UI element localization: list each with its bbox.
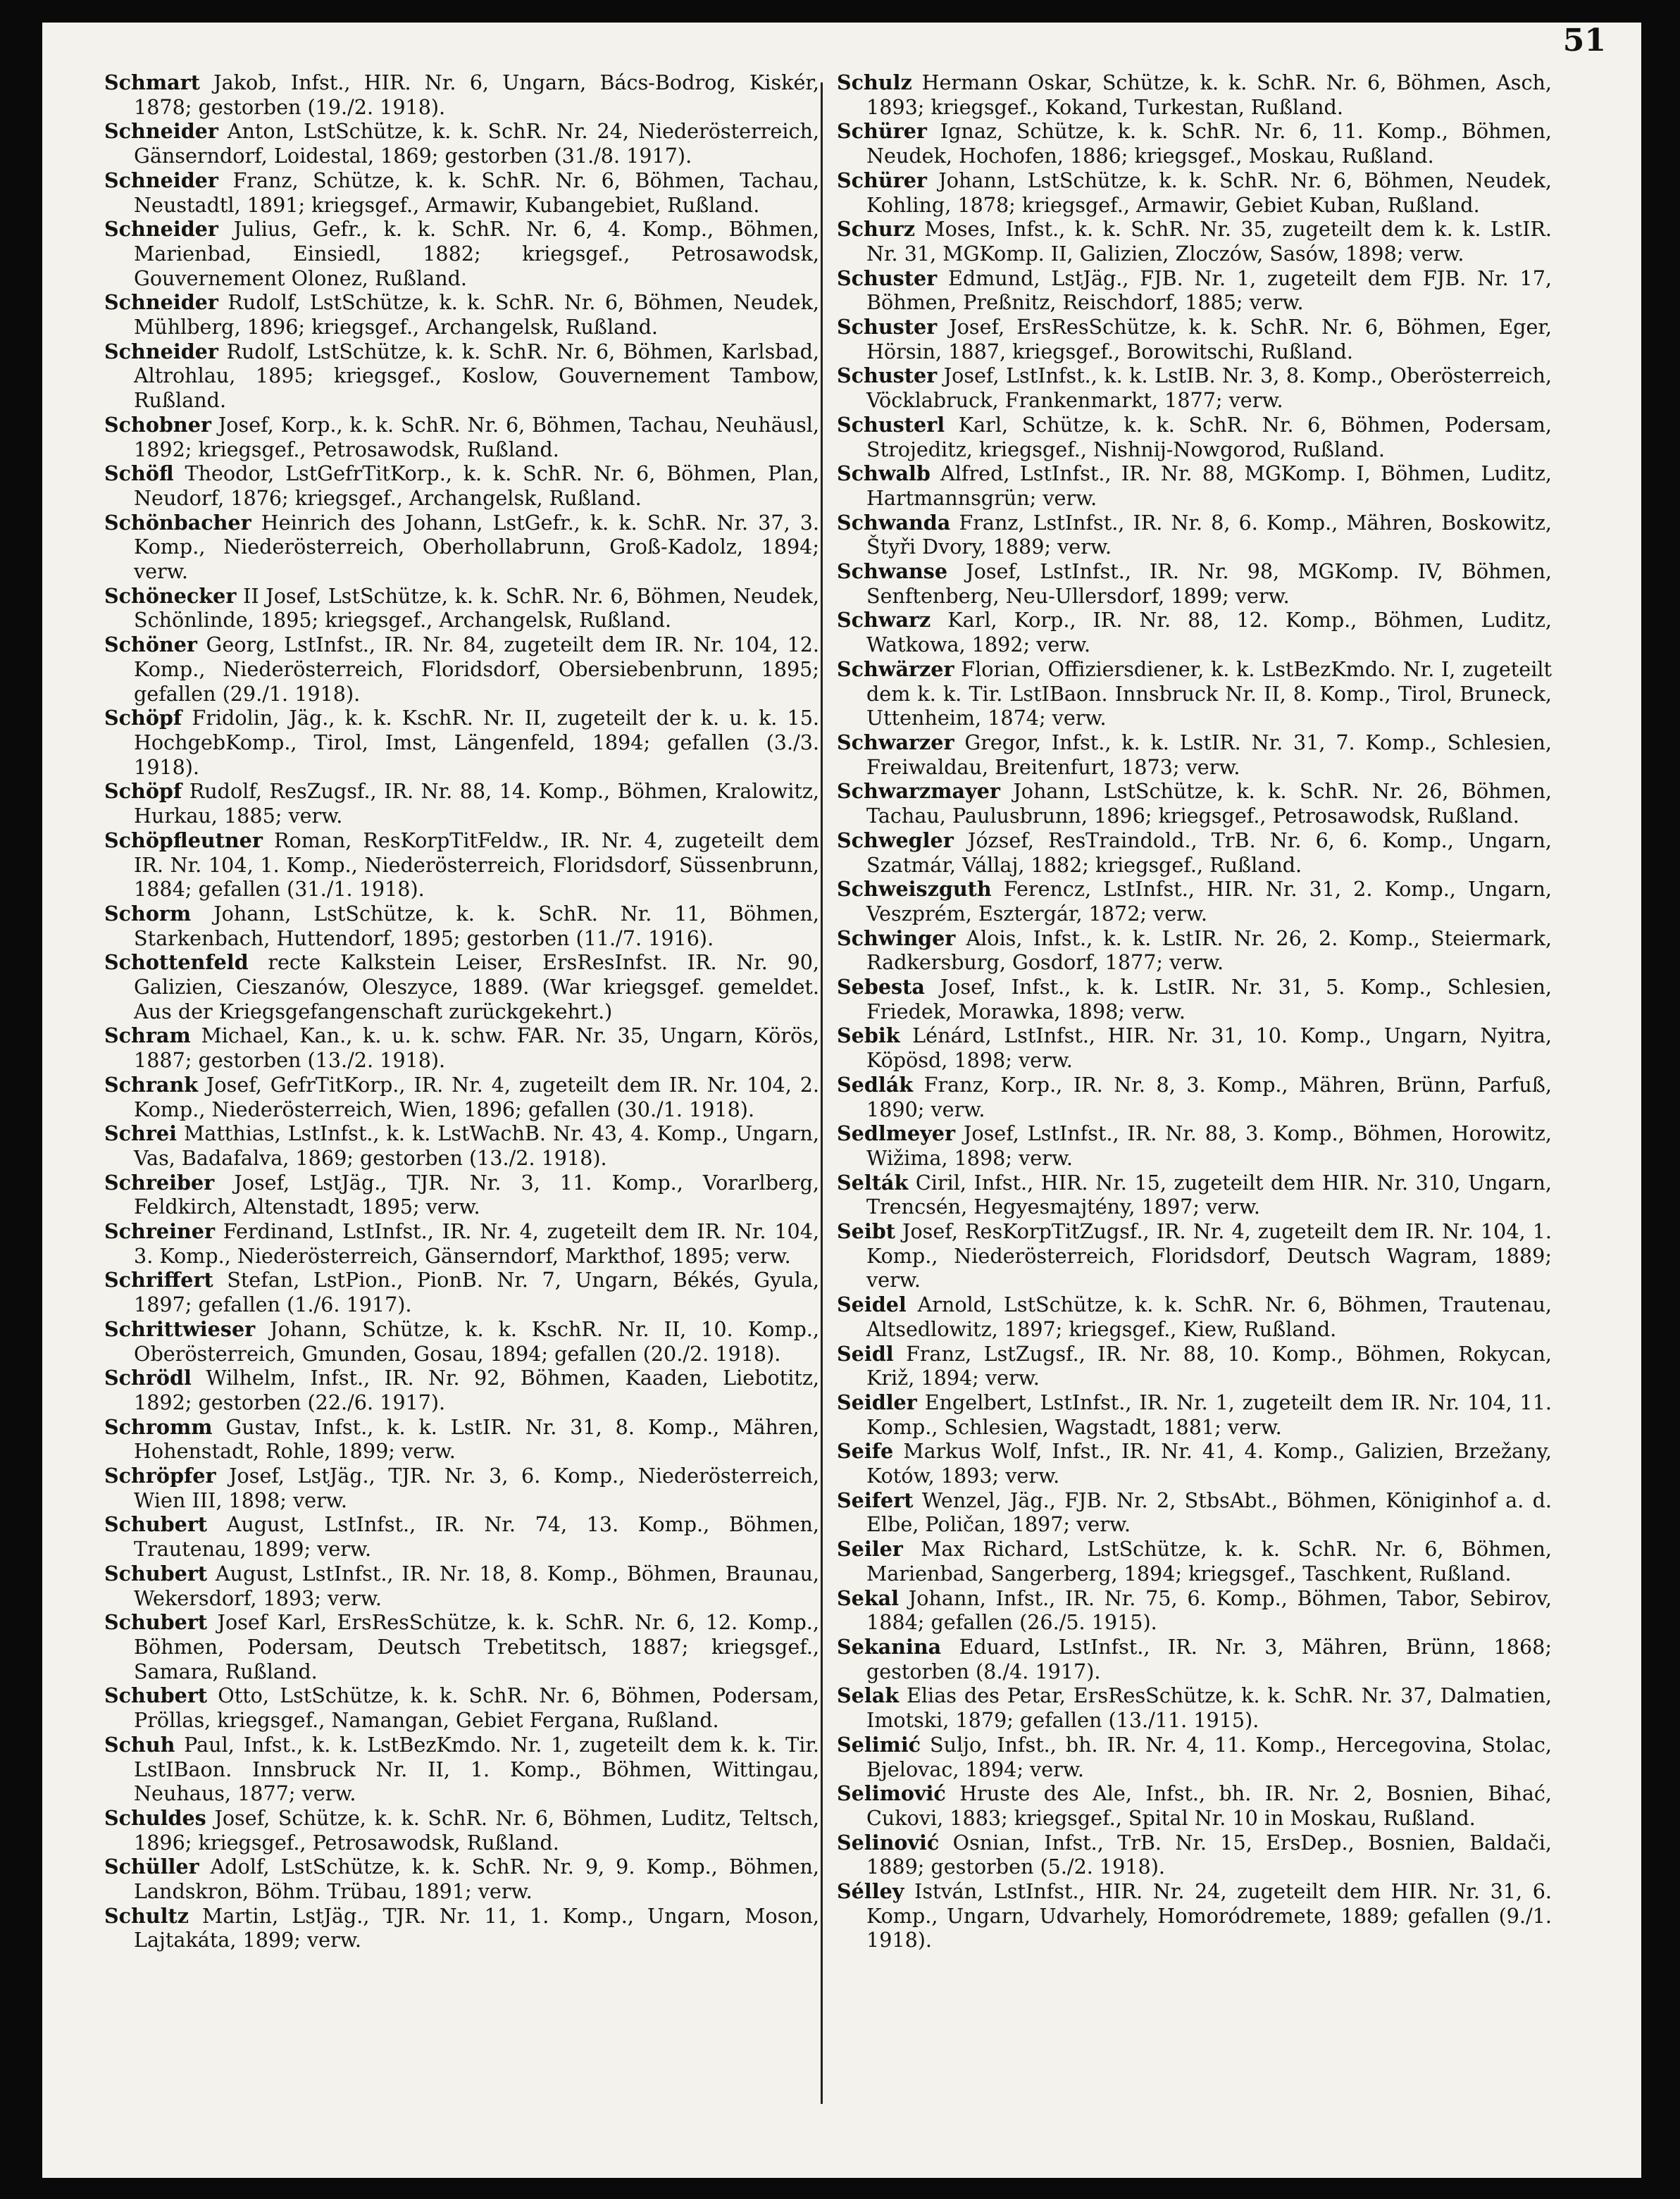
- entry-details: Arnold, LstSchütze, k. k. SchR. Nr. 6, Böhmen, Trautenau, Altsedlowitz, 1897; kriegsgef., Kiew, Rußland.: [866, 1292, 1552, 1341]
- list-entry: [104, 1562, 819, 1610]
- list-entry: [837, 1342, 1552, 1390]
- entry-details: Moses, Infst., k. k. SchR. Nr. 35, zugeteilt dem k. k. LstIR. Nr. 31, MGKomp. II, Galizien, Zloczów, Sasów, 1898; verw.: [866, 217, 1552, 266]
- entry-surname: Schram: [104, 1023, 191, 1048]
- entry-surname: Seife: [837, 1439, 894, 1464]
- entry-surname: Schwarz: [837, 608, 931, 633]
- entry-details: Josef Karl, ErsResSchütze, k. k. SchR. Nr. 6, 12. Komp., Böhmen, Podersam, Deutsch Trebetitsch, 1887; kriegsgef., Samara, Rußland.: [134, 1610, 819, 1683]
- list-entry: [837, 1831, 1552, 1879]
- entry-details: Josef, LstInfst., IR. Nr. 98, MGKomp. IV, Böhmen, Senftenberg, Neu-Ullersdorf, 1899; verw.: [866, 559, 1552, 608]
- entry-details: Roman, ResKorpTitFeldw., IR. Nr. 4, zugeteilt dem IR. Nr. 104, 1. Komp., Niederösterreich, Floridsdorf, Süssenbrunn, 1884; gefallen (31./1. 1918).: [134, 828, 819, 902]
- entry-surname: Schubert: [104, 1512, 208, 1537]
- entry-details: Engelbert, LstInfst., IR. Nr. 1, zugeteilt dem IR. Nr. 104, 11. Komp., Schlesien, Wagstadt, 1881; verw.: [866, 1390, 1552, 1439]
- list-entry: [837, 217, 1552, 266]
- entry-surname: Schreiber: [104, 1170, 215, 1195]
- entry-details: Johann, LstSchütze, k. k. SchR. Nr. 26, Böhmen, Tachau, Paulusbrunn, 1896; kriegsgef., Petrosawodsk, Rußland.: [866, 779, 1552, 828]
- list-entry: [837, 657, 1552, 730]
- list-entry: [837, 877, 1552, 926]
- list-entry: [837, 1683, 1552, 1732]
- list-entry: [104, 1415, 819, 1464]
- entry-details: Josef, Infst., k. k. LstIR. Nr. 31, 5. Komp., Schlesien, Friedek, Morawka, 1898; verw.: [866, 975, 1552, 1023]
- entry-surname: Schubert: [104, 1610, 208, 1635]
- entry-surname: Schwanda: [837, 510, 951, 535]
- entry-details: Hermann Oskar, Schütze, k. k. SchR. Nr. 6, Böhmen, Asch, 1893; kriegsgef., Kokand, Turkestan, Rußland.: [866, 70, 1552, 119]
- list-entry: [837, 1292, 1552, 1341]
- entry-details: Franz, Schütze, k. k. SchR. Nr. 6, Böhmen, Tachau, Neustadtl, 1891; kriegsgef., Armawir, Kubangebiet, Rußland.: [134, 168, 819, 217]
- list-entry: [837, 1439, 1552, 1488]
- entry-surname: Sedlmeyer: [837, 1121, 956, 1146]
- list-entry: [104, 1268, 819, 1316]
- list-entry: [104, 119, 819, 168]
- entry-details: Josef, LstJäg., TJR. Nr. 3, 11. Komp., Vorarlberg, Feldkirch, Altenstadt, 1895; verw.: [134, 1170, 819, 1219]
- entry-surname: Sélley: [837, 1879, 904, 1904]
- entry-surname: Schrödl: [104, 1366, 192, 1390]
- list-entry: [104, 1073, 819, 1121]
- entry-details: Karl, Korp., IR. Nr. 88, 12. Komp., Böhmen, Luditz, Watkowa, 1892; verw.: [866, 608, 1552, 657]
- entry-surname: Selimović: [837, 1781, 946, 1806]
- list-entry: [104, 950, 819, 1023]
- list-entry: [104, 1464, 819, 1512]
- entry-surname: Selták: [837, 1170, 909, 1195]
- list-entry: [837, 828, 1552, 877]
- entry-surname: Seibt: [837, 1219, 895, 1244]
- entry-surname: Schneider: [104, 168, 218, 192]
- list-entry: [837, 1879, 1552, 1952]
- entry-surname: Schulz: [837, 70, 912, 94]
- entry-surname: Schubert: [104, 1561, 208, 1586]
- entry-details: Johann, LstSchütze, k. k. SchR. Nr. 11, Böhmen, Starkenbach, Huttendorf, 1895; gestorben (11./7. 1916).: [134, 901, 819, 950]
- entry-details: Wilhelm, Infst., IR. Nr. 92, Böhmen, Kaaden, Liebotitz, 1892; gestorben (22./6. 1917).: [134, 1366, 819, 1414]
- entry-surname: Schuster: [837, 363, 938, 388]
- entry-details: Martin, LstJäg., TJR. Nr. 11, 1. Komp., Ungarn, Moson, Lajtakáta, 1899; verw.: [134, 1903, 819, 1952]
- entry-surname: Seifert: [837, 1488, 914, 1512]
- entry-details: Elias des Petar, ErsResSchütze, k. k. SchR. Nr. 37, Dalmatien, Imotski, 1879; gefallen (13./11. 1915).: [866, 1683, 1552, 1733]
- list-entry: [104, 1366, 819, 1414]
- entry-details: Josef, LstInfst., k. k. LstIB. Nr. 3, 8. Komp., Oberösterreich, Vöcklabruck, Frankenmarkt, 1877; verw.: [866, 363, 1552, 413]
- list-entry: [104, 1171, 819, 1219]
- entry-details: Rudolf, LstSchütze, k. k. SchR. Nr. 6, Böhmen, Neudek, Mühlberg, 1896; kriegsgef., Archangelsk, Rußland.: [134, 290, 819, 339]
- list-entry: [837, 1488, 1552, 1537]
- list-entry: [104, 1023, 819, 1072]
- entry-surname: Seidler: [837, 1390, 917, 1414]
- list-entry: [104, 1683, 819, 1732]
- entry-details: Ciril, Infst., HIR. Nr. 15, zugeteilt dem HIR. Nr. 310, Ungarn, Trencsén, Hegyesmajtény, 1897; verw.: [866, 1170, 1552, 1219]
- entry-surname: Schneider: [104, 339, 218, 363]
- entry-surname: Schuh: [104, 1732, 175, 1757]
- list-entry: [837, 1781, 1552, 1830]
- entry-surname: Seidl: [837, 1341, 894, 1366]
- entry-details: Ferdinand, LstInfst., IR. Nr. 4, zugeteilt dem IR. Nr. 104, 3. Komp., Niederösterreich, Gänserndorf, Markthof, 1895; verw.: [134, 1219, 819, 1268]
- entry-details: August, LstInfst., IR. Nr. 74, 13. Komp., Böhmen, Trautenau, 1899; verw.: [134, 1512, 819, 1562]
- list-entry: [104, 1512, 819, 1561]
- list-entry: [104, 706, 819, 779]
- entry-details: Jakob, Infst., HIR. Nr. 6, Ungarn, Bács-Bodrog, Kiskér, 1878; gestorben (19./2. 1918).: [134, 70, 819, 119]
- document-page: [42, 23, 1641, 2178]
- entry-details: Michael, Kan., k. u. k. schw. FAR. Nr. 35, Ungarn, Körös, 1887; gestorben (13./2. 1918).: [134, 1023, 819, 1073]
- entry-details: Johann, Schütze, k. k. KschR. Nr. II, 10. Komp., Oberösterreich, Gmunden, Gosau, 1894; gefallen (20./2. 1918).: [134, 1316, 819, 1366]
- entry-details: József, ResTraindold., TrB. Nr. 6, 6. Komp., Ungarn, Szatmár, Vállaj, 1882; kriegsgef., Rußland.: [866, 828, 1552, 877]
- list-entry: [104, 1317, 819, 1366]
- entry-surname: Schrittwieser: [104, 1316, 256, 1341]
- entry-details: Alfred, LstInfst., IR. Nr. 88, MGKomp. I, Böhmen, Luditz, Hartmannsgrün; verw.: [866, 461, 1552, 510]
- entry-details: Suljo, Infst., bh. IR. Nr. 4, 11. Komp., Hercegovina, Stolac, Bjelovac, 1894; verw.: [866, 1732, 1552, 1781]
- entry-details: Markus Wolf, Infst., IR. Nr. 41, 4. Komp., Galizien, Brzežany, Kotów, 1893; verw.: [866, 1439, 1552, 1488]
- entry-details: Rudolf, ResZugsf., IR. Nr. 88, 14. Komp., Böhmen, Kralowitz, Hurkau, 1885; verw.: [134, 779, 819, 828]
- list-entry: [837, 363, 1552, 412]
- entry-details: Otto, LstSchütze, k. k. SchR. Nr. 6, Böhmen, Podersam, Pröllas, kriegsgef., Namangan, Gebiet Fergana, Rußland.: [134, 1683, 819, 1733]
- entry-details: Gregor, Infst., k. k. LstIR. Nr. 31, 7. Komp., Schlesien, Freiwaldau, Breitenfurt, 1873; verw.: [866, 730, 1552, 779]
- entry-details: Paul, Infst., k. k. LstBezKmdo. Nr. 1, zugeteilt dem k. k. Tir. LstIBaon. Innsbruck Nr. II, 1. Komp., Böhmen, Wittingau, Neuhaus, 1877; verw.: [134, 1732, 819, 1806]
- entry-surname: Schromm: [104, 1414, 213, 1439]
- entry-surname: Selimić: [837, 1732, 921, 1757]
- entry-details: Gustav, Infst., k. k. LstIR. Nr. 31, 8. Komp., Mähren, Hohenstadt, Rohle, 1899; verw.: [134, 1414, 819, 1464]
- list-entry: [837, 559, 1552, 608]
- entry-details: Edmund, LstJäg., FJB. Nr. 1, zugeteilt dem FJB. Nr. 17, Böhmen, Preßnitz, Reischdorf, 1885; verw.: [866, 266, 1552, 315]
- list-entry: [104, 779, 819, 828]
- entry-surname: Schorm: [104, 901, 192, 926]
- list-entry: [837, 461, 1552, 510]
- list-entry: [104, 633, 819, 706]
- list-entry: [837, 1073, 1552, 1121]
- list-entry: [837, 119, 1552, 168]
- list-entry: [837, 926, 1552, 975]
- entry-details: Johann, LstSchütze, k. k. SchR. Nr. 6, Böhmen, Neudek, Kohling, 1878; kriegsgef., Armawir, Gebiet Kuban, Rußland.: [866, 168, 1552, 217]
- entry-surname: Schüller: [104, 1855, 199, 1879]
- list-entry: [837, 1219, 1552, 1292]
- entry-surname: Seiler: [837, 1537, 903, 1562]
- list-entry: [104, 902, 819, 950]
- entry-surname: Schusterl: [837, 412, 945, 437]
- entry-details: Hruste des Ale, Infst., bh. IR. Nr. 2, Bosnien, Bihać, Cukovi, 1883; kriegsgef., Spital Nr. 10 in Moskau, Rußland.: [866, 1781, 1552, 1830]
- list-entry: [104, 511, 819, 584]
- entry-surname: Schrei: [104, 1121, 177, 1146]
- entry-surname: Schöpf: [104, 706, 182, 730]
- entry-surname: Schuster: [837, 266, 938, 290]
- entry-surname: Sebesta: [837, 975, 925, 999]
- entry-details: Josef, ErsResSchütze, k. k. SchR. Nr. 6, Böhmen, Eger, Hörsin, 1887, kriegsgef., Borowitschi, Rußland.: [866, 315, 1552, 363]
- entry-details: Rudolf, LstSchütze, k. k. SchR. Nr. 6, Böhmen, Karlsbad, Altrohlau, 1895; kriegsgef., Koslow, Gouvernement Tambow, Rußland.: [134, 339, 819, 413]
- list-entry: [104, 1610, 819, 1683]
- list-entry: [104, 217, 819, 290]
- list-entry: [104, 1121, 819, 1170]
- entry-details: Max Richard, LstSchütze, k. k. SchR. Nr. 6, Böhmen, Marienbad, Sangerberg, 1894; kriegsgef., Taschkent, Rußland.: [866, 1537, 1552, 1586]
- entry-surname: Schwarzmayer: [837, 779, 1000, 804]
- entry-surname: Schönecker: [104, 583, 237, 608]
- entry-details: Lénárd, LstInfst., HIR. Nr. 31, 10. Komp., Ungarn, Nyitra, Köpösd, 1898; verw.: [866, 1023, 1552, 1073]
- entry-details: Fridolin, Jäg., k. k. KschR. Nr. II, zugeteilt der k. u. k. 15. HochgebKomp., Tirol, Imst, Längenfeld, 1894; gefallen (3./3. 1918).: [134, 706, 819, 779]
- entry-surname: Schröpfer: [104, 1464, 216, 1488]
- entry-surname: Schöpfleutner: [104, 828, 263, 852]
- left-column: [104, 70, 819, 1952]
- entry-surname: Schwinger: [837, 926, 956, 950]
- entry-details: Johann, Infst., IR. Nr. 75, 6. Komp., Böhmen, Tabor, Sebirov, 1884; gefallen (26./5. 1915).: [866, 1586, 1552, 1635]
- entry-surname: Schuster: [837, 315, 938, 339]
- entry-details: Eduard, LstInfst., IR. Nr. 3, Mähren, Brünn, 1868; gestorben (8./4. 1917).: [866, 1635, 1552, 1683]
- entry-surname: Schriffert: [104, 1268, 213, 1292]
- list-entry: [104, 1219, 819, 1268]
- entry-surname: Schurz: [837, 217, 915, 242]
- list-entry: [837, 975, 1552, 1023]
- entry-surname: Schwärzer: [837, 656, 954, 681]
- list-entry: [104, 584, 819, 633]
- list-entry: [837, 1733, 1552, 1781]
- list-entry: [104, 828, 819, 902]
- entry-details: Josef, Schütze, k. k. SchR. Nr. 6, Böhmen, Luditz, Teltsch, 1896; kriegsgef., Petrosawodsk, Rußland.: [134, 1805, 819, 1855]
- entry-surname: Schöpf: [104, 779, 182, 804]
- entry-details: II Josef, LstSchütze, k. k. SchR. Nr. 6, Böhmen, Neudek, Schönlinde, 1895; kriegsgef., Archangelsk, Rußland.: [134, 583, 819, 633]
- list-entry: [837, 779, 1552, 828]
- list-entry: [837, 730, 1552, 779]
- entry-surname: Sekal: [837, 1586, 900, 1610]
- entry-surname: Schneider: [104, 290, 218, 315]
- entry-details: Karl, Schütze, k. k. SchR. Nr. 6, Böhmen, Podersam, Strojeditz, kriegsgef., Nishnij-Nowgorod, Rußland.: [866, 412, 1552, 461]
- list-entry: [104, 290, 819, 339]
- list-entry: [104, 168, 819, 217]
- entry-details: Alois, Infst., k. k. LstIR. Nr. 26, 2. Komp., Steiermark, Radkersburg, Gosdorf, 1877; verw.: [866, 926, 1552, 975]
- entry-surname: Schultz: [104, 1903, 189, 1928]
- entry-surname: Schürer: [837, 119, 927, 144]
- entry-surname: Schürer: [837, 168, 927, 192]
- entry-surname: Schubert: [104, 1683, 208, 1708]
- list-entry: [104, 461, 819, 510]
- entry-surname: Sekanina: [837, 1635, 942, 1659]
- entry-details: Stefan, LstPion., PionB. Nr. 7, Ungarn, Békés, Gyula, 1897; gefallen (1./6. 1917).: [134, 1268, 819, 1317]
- list-entry: [104, 339, 819, 413]
- entry-details: August, LstInfst., IR. Nr. 18, 8. Komp., Böhmen, Braunau, Wekersdorf, 1893; verw.: [134, 1561, 819, 1610]
- entry-surname: Selak: [837, 1683, 900, 1708]
- list-entry: [104, 413, 819, 461]
- column-divider: [821, 82, 823, 2104]
- entry-details: Franz, LstZugsf., IR. Nr. 88, 10. Komp., Böhmen, Rokycan, Križ, 1894; verw.: [866, 1341, 1552, 1390]
- entry-details: Julius, Gefr., k. k. SchR. Nr. 6, 4. Komp., Böhmen, Marienbad, Einsiedl, 1882; kriegsgef., Petrosawodsk, Gouvernement Olonez, Rußland.: [134, 217, 819, 290]
- entry-surname: Schöner: [104, 633, 197, 657]
- entry-surname: Schobner: [104, 412, 211, 437]
- list-entry: [104, 1733, 819, 1806]
- page-number: 51: [1562, 23, 1606, 58]
- entry-details: Georg, LstInfst., IR. Nr. 84, zugeteilt dem IR. Nr. 104, 12. Komp., Niederösterreich, Floridsdorf, Obersiebenbrunn, 1895; gefallen (29./1. 1918).: [134, 633, 819, 706]
- entry-surname: Schneider: [104, 119, 218, 144]
- list-entry: [104, 1855, 819, 1903]
- list-entry: [104, 70, 819, 119]
- entry-details: Theodor, LstGefrTitKorp., k. k. SchR. Nr. 6, Böhmen, Plan, Neudorf, 1876; kriegsgef., Archangelsk, Rußland.: [134, 461, 819, 510]
- list-entry: [837, 315, 1552, 363]
- list-entry: [837, 1390, 1552, 1439]
- list-entry: [104, 1806, 819, 1855]
- list-entry: [837, 511, 1552, 559]
- entry-details: Josef, Korp., k. k. SchR. Nr. 6, Böhmen, Tachau, Neuhäusl, 1892; kriegsgef., Petrosawodsk, Rußland.: [134, 412, 819, 461]
- entry-details: Adolf, LstSchütze, k. k. SchR. Nr. 9, 9. Komp., Böhmen, Landskron, Böhm. Trübau, 1891; verw.: [134, 1855, 819, 1904]
- list-entry: [837, 1586, 1552, 1635]
- entry-details: Josef, LstJäg., TJR. Nr. 3, 6. Komp., Niederösterreich, Wien III, 1898; verw.: [134, 1464, 819, 1512]
- entry-surname: Schwegler: [837, 828, 954, 852]
- entry-surname: Selinović: [837, 1830, 940, 1855]
- entry-details: recte Kalkstein Leiser, ErsResInfst. IR. Nr. 90, Galizien, Cieszanów, Oleszyce, 1889. (War kriegsgef. gemeldet. Aus der Kriegsgefangenschaft zurückgekehrt.): [134, 950, 819, 1023]
- list-entry: [837, 266, 1552, 315]
- entry-details: Florian, Offiziersdiener, k. k. LstBezKmdo. Nr. I, zugeteilt dem k. k. Tir. LstIBaon. Innsbruck Nr. II, 8. Komp., Tirol, Bruneck, Uttenheim, 1874; verw.: [866, 656, 1552, 730]
- entry-details: Josef, ResKorpTitZugsf., IR. Nr. 4, zugeteilt dem IR. Nr. 104, 1. Komp., Niederösterreich, Floridsdorf, Deutsch Wagram, 1889; verw.: [866, 1219, 1552, 1292]
- entry-details: Anton, LstSchütze, k. k. SchR. Nr. 24, Niederösterreich, Gänserndorf, Loidestal, 1869; gestorben (31./8. 1917).: [134, 119, 819, 168]
- list-entry: [104, 1904, 819, 1952]
- entry-surname: Schwalb: [837, 461, 931, 486]
- entry-details: Ignaz, Schütze, k. k. SchR. Nr. 6, 11. Komp., Böhmen, Neudek, Hochofen, 1886; kriegsgef., Moskau, Rußland.: [866, 119, 1552, 168]
- list-entry: [837, 1171, 1552, 1219]
- entry-details: Josef, GefrTitKorp., IR. Nr. 4, zugeteilt dem IR. Nr. 104, 2. Komp., Niederösterreich, Wien, 1896; gefallen (30./1. 1918).: [134, 1072, 819, 1121]
- list-entry: [837, 1023, 1552, 1072]
- entry-details: István, LstInfst., HIR. Nr. 24, zugeteilt dem HIR. Nr. 31, 6. Komp., Ungarn, Udvarhely, Homoródremete, 1889; gefallen (9./1. 1918).: [866, 1879, 1552, 1952]
- entry-details: Osnian, Infst., TrB. Nr. 15, ErsDep., Bosnien, Baldači, 1889; gestorben (5./2. 1918).: [866, 1830, 1552, 1879]
- entry-details: Franz, LstInfst., IR. Nr. 8, 6. Komp., Mähren, Boskowitz, Štyři Dvory, 1889; verw.: [866, 510, 1552, 559]
- entry-details: Franz, Korp., IR. Nr. 8, 3. Komp., Mähren, Brünn, Parfuß, 1890; verw.: [866, 1072, 1552, 1121]
- list-entry: [837, 1537, 1552, 1586]
- entry-details: Ferencz, LstInfst., HIR. Nr. 31, 2. Komp., Ungarn, Veszprém, Esztergár, 1872; verw.: [866, 877, 1552, 926]
- entry-surname: Schwanse: [837, 559, 948, 584]
- list-entry: [837, 70, 1552, 119]
- entry-details: Wenzel, Jäg., FJB. Nr. 2, StbsAbt., Böhmen, Königinhof a. d. Elbe, Poličan, 1897; verw.: [866, 1488, 1552, 1537]
- list-entry: [837, 1635, 1552, 1683]
- entry-surname: Seidel: [837, 1292, 907, 1317]
- entry-surname: Schöfl: [104, 461, 174, 486]
- list-entry: [837, 1121, 1552, 1170]
- entry-surname: Schrank: [104, 1072, 199, 1097]
- list-entry: [837, 413, 1552, 461]
- right-column: [837, 70, 1552, 1952]
- entry-surname: Schuldes: [104, 1805, 206, 1830]
- entry-surname: Schönbacher: [104, 510, 251, 535]
- list-entry: [837, 168, 1552, 217]
- entry-surname: Schweiszguth: [837, 877, 992, 902]
- entry-surname: Schreiner: [104, 1219, 216, 1244]
- entry-surname: Sedlák: [837, 1072, 914, 1097]
- list-entry: [837, 608, 1552, 656]
- entry-surname: Schottenfeld: [104, 950, 249, 975]
- entry-surname: Schneider: [104, 217, 218, 242]
- entry-details: Josef, LstInfst., IR. Nr. 88, 3. Komp., Böhmen, Horowitz, Wižima, 1898; verw.: [866, 1121, 1552, 1170]
- entry-details: Heinrich des Johann, LstGefr., k. k. SchR. Nr. 37, 3. Komp., Niederösterreich, Oberhollabrunn, Groß-Kadolz, 1894; verw.: [134, 510, 819, 584]
- entry-surname: Schwarzer: [837, 730, 954, 754]
- entry-surname: Sebik: [837, 1023, 900, 1048]
- entry-surname: Schmart: [104, 70, 200, 94]
- entry-details: Matthias, LstInfst., k. k. LstWachB. Nr. 43, 4. Komp., Ungarn, Vas, Badafalva, 1869; gestorben (13./2. 1918).: [134, 1121, 819, 1170]
